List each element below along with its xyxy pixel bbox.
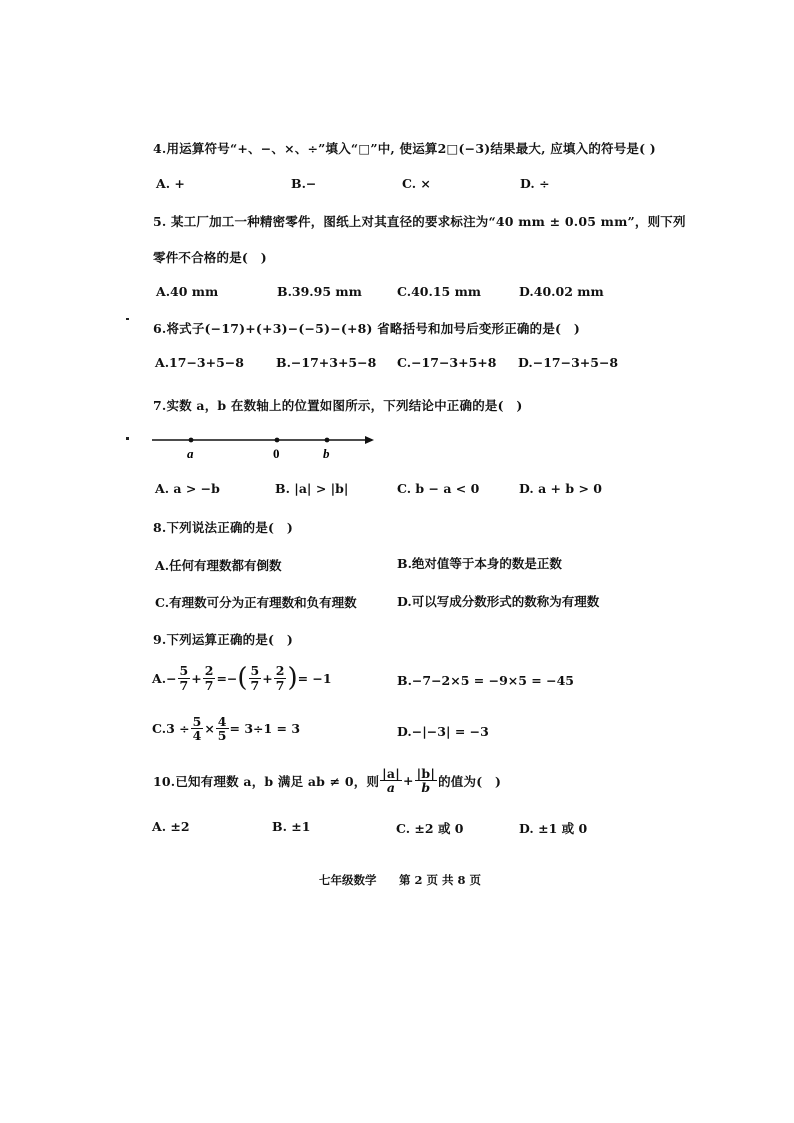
- footer-page-number: 第 2 页 共 8 页: [399, 873, 482, 887]
- q9a-result: = −1: [297, 670, 332, 686]
- label-a: a: [187, 446, 194, 461]
- question-9-option-c: C.3 ÷ $\frac{5}{4}$ × $\frac{4}{5}$ = 3÷1 = 3: [152, 714, 301, 744]
- question-8-option-a: A.任何有理数都有倒数: [155, 558, 282, 573]
- number-line-arrow: [365, 436, 374, 444]
- question-6-option-a: A.17−3+5−8: [155, 355, 244, 370]
- label-zero: 0: [273, 446, 280, 461]
- question-8-stem: 8.下列说法正确的是( ): [153, 520, 293, 535]
- q10-frac1: $\frac{|a|}{a}$: [382, 766, 400, 796]
- q10-stem-prefix: 10.已知有理数 a，b 满足 ab ≠ 0，则: [153, 773, 380, 789]
- q9a-frac1: $\frac{5}{7}$: [179, 663, 189, 693]
- question-6-stem: 6.将式子(−17)+(+3)−(−5)−(+8) 省略括号和加号后变形正确的是( ): [153, 321, 580, 336]
- q9c-frac2: $\frac{4}{5}$: [217, 714, 227, 744]
- question-8-option-c: C.有理数可分为正有理数和负有理数: [155, 595, 357, 610]
- question-5-option-c: C.40.15 mm: [397, 284, 482, 299]
- question-9-stem: 9.下列运算正确的是( ): [153, 632, 293, 647]
- q9c-prefix: C.3 ÷: [152, 721, 190, 737]
- question-5-option-d: D.40.02 mm: [519, 284, 604, 299]
- scan-speck: [126, 318, 129, 320]
- question-4-option-c: C. ×: [402, 176, 431, 191]
- question-9-option-a: A. − $\frac{5}{7}$ + $\frac{2}{7}$ =− ( $\frac{5}{7}$ + $\frac{2}{7}$ ) = −1: [152, 663, 332, 693]
- scan-speck: [126, 437, 129, 440]
- label-b: b: [323, 446, 330, 461]
- question-5-option-b: B.39.95 mm: [277, 284, 362, 299]
- question-6-option-d: D.−17−3+5−8: [518, 355, 619, 370]
- question-4-option-b: B.−: [291, 176, 317, 191]
- question-10-option-d: D. ±1 或 0: [519, 821, 588, 836]
- question-4-stem: 4.用运算符号“+、−、×、÷”填入“□”中, 使运算2□(−3)结果最大, 应填入的符号是( ): [153, 141, 656, 156]
- question-10-stem: 10.已知有理数 a，b 满足 ab ≠ 0，则 $\frac{|a|}{a}$ + $\frac{|b|}{b}$ 的值为( ): [153, 766, 502, 796]
- question-8-option-b: B.绝对值等于本身的数是正数: [397, 556, 562, 571]
- question-10-option-b: B. ±1: [272, 819, 311, 834]
- q9a-frac4: $\frac{2}{7}$: [275, 663, 285, 693]
- question-7-option-c: C. b − a < 0: [397, 481, 480, 496]
- question-4-option-d: D. ÷: [520, 176, 550, 191]
- question-8-option-d: D.可以写成分数形式的数称为有理数: [397, 594, 600, 609]
- q10-frac2: $\frac{|b|}{b}$: [416, 766, 436, 796]
- q9c-frac1: $\frac{5}{4}$: [192, 714, 202, 744]
- question-10-option-c: C. ±2 或 0: [396, 821, 464, 836]
- question-9-option-d: D.−|−3| = −3: [397, 724, 489, 739]
- question-5-option-a: A.40 mm: [156, 284, 219, 299]
- q9c-result: = 3÷1 = 3: [229, 721, 301, 737]
- question-6-option-b: B.−17+3+5−8: [276, 355, 377, 370]
- question-6-option-c: C.−17−3+5+8: [397, 355, 497, 370]
- question-10-option-a: A. ±2: [152, 819, 190, 834]
- question-9-option-b: B.−7−2×5 = −9×5 = −45: [397, 673, 574, 688]
- question-7-option-a: A. a > −b: [155, 481, 220, 496]
- point-a: [189, 438, 194, 443]
- question-5-stem-line2: 零件不合格的是( ): [153, 250, 267, 265]
- point-zero: [275, 438, 280, 443]
- footer-subject: 七年级数学: [319, 873, 377, 887]
- q9a-prefix: A.: [152, 670, 167, 686]
- question-7-stem: 7.实数 a，b 在数轴上的位置如图所示，下列结论中正确的是( ): [153, 398, 523, 413]
- q9a-frac3: $\frac{5}{7}$: [250, 663, 260, 693]
- question-7-option-b: B. |a| > |b|: [275, 481, 349, 496]
- q9a-frac2: $\frac{2}{7}$: [204, 663, 214, 693]
- question-5-stem-line1: 5. 某工厂加工一种精密零件，图纸上对其直径的要求标注为“40 mm ± 0.05 mm”，则下列: [153, 214, 686, 229]
- point-b: [325, 438, 330, 443]
- number-line-figure: [150, 428, 382, 462]
- q10-stem-suffix: 的值为( ): [438, 773, 502, 789]
- question-4-option-a: A. +: [156, 176, 185, 191]
- question-7-option-d: D. a + b > 0: [519, 481, 602, 496]
